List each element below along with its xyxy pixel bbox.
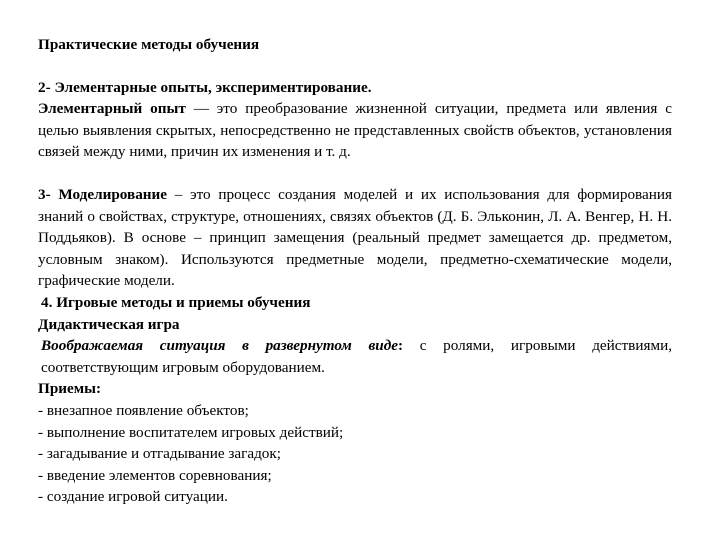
section-2-heading: 2- Элементарные опыты, экспериментирование.	[38, 78, 372, 96]
section-4-heading: 4. Игровые методы и приемы обучения	[41, 293, 311, 311]
technique-item: - загадывание и отгадывание загадок;	[38, 445, 281, 463]
spacer	[38, 163, 672, 184]
technique-item: - выполнение воспитателем игровых действий;	[38, 423, 344, 441]
modeling-term: 3- Моделирование	[38, 185, 168, 203]
modeling-text: – это процесс создания моделей и их использования для формирования знаний о свойствах, структуре, отношениях, связях объектов (Д. Б. Эльконин, Л. А. Венгер, Н. Н. Поддьяков). В основе – принцип замещения (реальный предмет замещается др. предметом, условным знаком). Используются предметные модели, предметно-схематические модели, графические модели.	[38, 185, 673, 290]
elementary-experience-definition: — это преобразование жизненной ситуации, предмета или явления с целью выявления скрытых, непосредственно не представленных свойств объектов, установления связей между ними, причин их изменения и т. д.	[38, 100, 673, 161]
section-2-paragraph	[38, 98, 672, 163]
imaginary-situation-term: Воображаемая ситуация в развернутом виде	[41, 337, 398, 355]
techniques-label: Приемы:	[38, 380, 102, 398]
imaginary-situation-paragraph	[38, 335, 672, 378]
didactic-game-heading: Дидактическая игра	[38, 315, 180, 333]
imaginary-situation-text: с ролями, игровыми действиями, соответствующим игровым оборудованием.	[41, 337, 672, 376]
technique-item: - внезапное появление объектов;	[38, 401, 249, 419]
page-title: Практические методы обучения	[38, 36, 260, 53]
elementary-experience-term: Элементарный опыт	[38, 100, 186, 118]
technique-item: - введение элементов соревнования;	[38, 466, 272, 484]
technique-item: - создание игровой ситуации.	[38, 488, 228, 506]
section-3-paragraph	[38, 184, 672, 292]
imaginary-situation-colon: :	[398, 337, 404, 355]
